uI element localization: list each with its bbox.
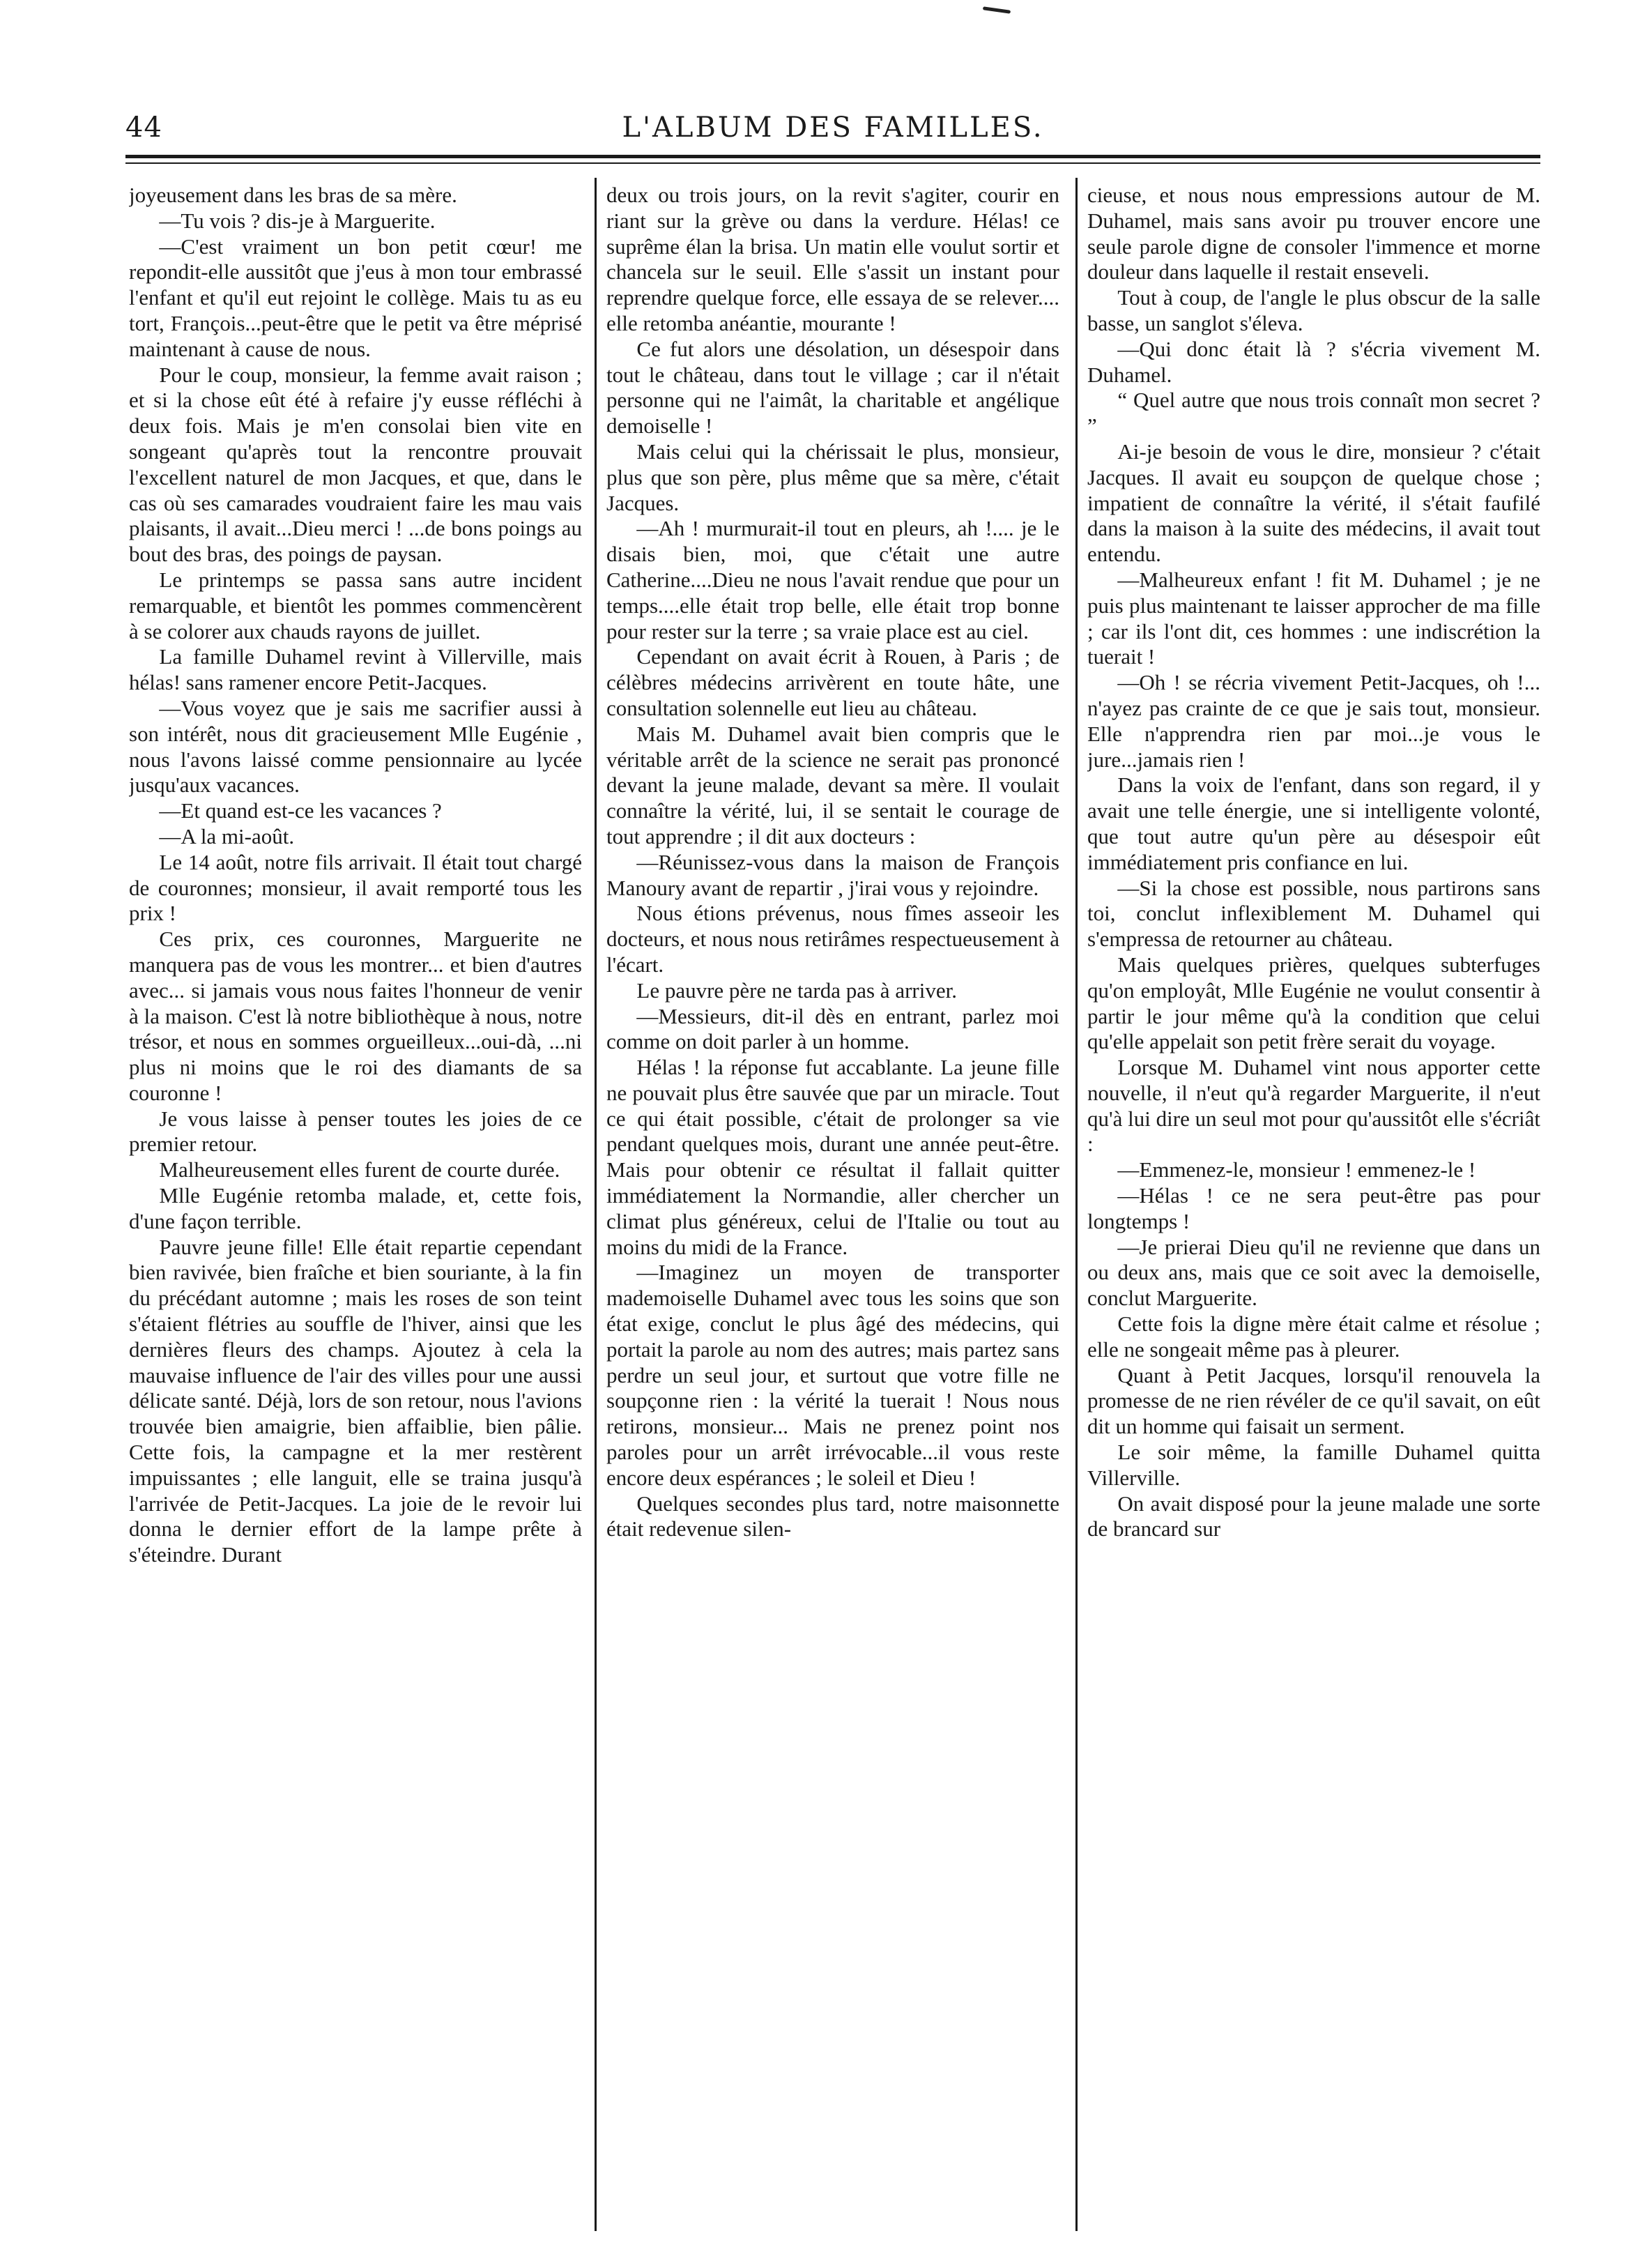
- page-number: 44: [125, 112, 162, 144]
- text-column-left: [129, 183, 582, 2239]
- paragraph: —Et quand est-ce les vacances ?: [159, 798, 442, 823]
- paragraph: —Je prierai Dieu qu'il ne revienne que dans un ou deux ans, mais que ce soit avec la demoiselle, conclut Marguerite.: [1087, 1234, 1540, 1311]
- paragraph: —Malheureux enfant ! fit M. Duhamel ; je ne puis plus maintenant te laisser approcher de ma fille ; car ils l'ont dit, ces hommes : une indiscrétion la tuerait !: [1087, 567, 1540, 669]
- paragraph: Je vous laisse à penser toutes les joies de ce premier retour.: [129, 1106, 582, 1157]
- paragraph: Cette fois la digne mère était calme et résolue ; elle ne songeait même pas à pleurer.: [1087, 1311, 1540, 1362]
- paragraph: —Hélas ! ce ne sera peut-être pas pour longtemps !: [1087, 1183, 1540, 1233]
- ink-speck: [983, 6, 1011, 14]
- paragraph: Tout à coup, de l'angle le plus obscur de la salle basse, un sanglot s'éleva.: [1087, 285, 1540, 335]
- text-column-right: [1087, 183, 1540, 2239]
- paragraph: —Vous voyez que je sais me sacrifier aussi à son intérêt, nous dit gracieusement Mlle Eugénie , nous l'avons laissé comme pensionnaire au lycée jusqu'aux vacances.: [129, 695, 582, 798]
- paragraph: La famille Duhamel revint à Villerville, mais hélas! sans ramener encore Petit-Jacques.: [129, 644, 582, 695]
- paragraph: Mlle Eugénie retomba malade, et, cette fois, d'une façon terrible.: [129, 1183, 582, 1233]
- running-title: L'ALBUM DES FAMILLES.: [622, 112, 1044, 144]
- paragraph: Pour le coup, monsieur, la femme avait raison ; et si la chose eût été à refaire j'y eusse réfléchi à deux fois. Mais je m'en consolai bien vite en songeant qu'après tout la rencontre prouvait l'excellent naturel de mon Jacques, et que, dans le cas où ses camarades voudraient faire les mau vais plaisants, il avait...Dieu merci ! ...de bons poings au bout des bras, des poings de paysan.: [129, 362, 582, 567]
- paragraph: Mais quelques prières, quelques subterfuges qu'on employât, Mlle Eugénie ne voulut consentir à partir le jour même qu'à la condition que celui qu'elle appelait son petit frère serait du voyage.: [1087, 952, 1540, 1054]
- paragraph: Le pauvre père ne tarda pas à arriver.: [636, 977, 957, 1003]
- paragraph: Mais celui qui la chérissait le plus, monsieur, plus que son père, plus même que sa mère, c'était Jacques.: [606, 439, 1059, 515]
- paragraph: On avait disposé pour la jeune malade une sorte de brancard sur: [1087, 1491, 1540, 1542]
- paragraph: —Tu vois ? dis-je à Marguerite.: [159, 208, 436, 233]
- header-rule-thick: [125, 155, 1540, 158]
- page-header: [125, 112, 1540, 160]
- paragraph: Hélas ! la réponse fut accablante. La jeune fille ne pouvait plus être sauvée que par un miracle. Tout ce qui était possible, c'était de prolonger sa vie pendant quelques mois, durant une année peut-être. Mais pour obtenir ce résultat il fallait quitter immédiatement la Normandie, aller chercher un climat plus généreux, celui de l'Italie ou tout au moins du midi de la France.: [606, 1055, 1059, 1259]
- paragraph: Cependant on avait écrit à Rouen, à Paris ; de célèbres médecins arrivèrent en toute hâte, une consultation solennelle eut lieu au château.: [606, 644, 1059, 720]
- paragraph: Mais M. Duhamel avait bien compris que le véritable arrêt de la science ne serait pas prononcé devant la jeune malade, devant sa mère. Il voulait connaître la vérité, lui, il se sentait le courage de tout apprendre ; il dit aux docteurs :: [606, 721, 1059, 848]
- paragraph: Le 14 août, notre fils arrivait. Il était tout chargé de couronnes; monsieur, il avait remporté tous les prix !: [129, 849, 582, 926]
- paragraph: —C'est vraiment un bon petit cœur! me repondit-elle aussitôt que j'eus à mon tour embrassé l'enfant et qu'il eut rejoint le collège. Mais tu as eu tort, François...peut-être que le petit va être méprisé maintenant à cause de nous.: [129, 234, 582, 361]
- paragraph: deux ou trois jours, on la revit s'agiter, courir en riant sur la grève ou dans la verdure. Hélas! ce suprême élan la brisa. Un matin elle voulut sortir et chancela sur le seuil. Elle s'assit un instant pour reprendre quelque force, elle essaya de se relever.... elle retomba anéantie, mourante !: [606, 183, 1059, 335]
- paragraph: Le printemps se passa sans autre incident remarquable, et bientôt les pommes commencèrent à se colorer aux chauds rayons de juillet.: [129, 567, 582, 644]
- paragraph: Malheureusement elles furent de courte durée.: [159, 1157, 560, 1182]
- paragraph: Le soir même, la famille Duhamel quitta Villerville.: [1087, 1440, 1540, 1490]
- paragraph: Quelques secondes plus tard, notre maisonnette était redevenue silen-: [606, 1491, 1059, 1542]
- paragraph: Nous étions prévenus, nous fîmes asseoir les docteurs, et nous nous retirâmes respectueusement à l'écart.: [606, 901, 1059, 977]
- header-rule-thin: [125, 162, 1540, 164]
- column-divider: [1075, 178, 1078, 2231]
- paragraph: Ces prix, ces couronnes, Marguerite ne manquera pas de vous les montrer... et bien d'autres avec... si jamais vous nous faites l'honneur de venir à la maison. C'est là notre bibliothèque à nous, notre trésor, et nous en sommes orgueilleux...oui-dà, ...ni plus ni moins que le roi des diamants de sa couronne !: [129, 927, 582, 1105]
- paragraph: —Emmenez-le, monsieur ! emmenez-le !: [1117, 1157, 1476, 1182]
- paragraph: cieuse, et nous nous empressions autour de M. Duhamel, mais sans avoir pu trouver encore une seule parole digne de consoler l'immence et morne douleur dans laquelle il restait enseveli.: [1087, 183, 1540, 284]
- text-column-middle: [606, 183, 1059, 2239]
- paragraph: “ Quel autre que nous trois connaît mon secret ? ”: [1087, 388, 1540, 439]
- paragraph: Quant à Petit Jacques, lorsqu'il renouvela la promesse de ne rien révéler de ce qu'il savait, on eût dit un homme qui faisait un serment.: [1087, 1362, 1540, 1439]
- paragraph: joyeusement dans les bras de sa mère.: [129, 183, 457, 207]
- column-divider: [595, 178, 597, 2231]
- paragraph: Ce fut alors une désolation, un désespoir dans tout le château, dans tout le village ; car il n'était personne qui ne l'aimât, la charitable et angélique demoiselle !: [606, 336, 1059, 439]
- paragraph: —Messieurs, dit-il dès en entrant, parlez moi comme on doit parler à un homme.: [606, 1003, 1059, 1054]
- paragraph: Lorsque M. Duhamel vint nous apporter cette nouvelle, il n'eut qu'à regarder Marguerite, il n'eut qu'à lui dire un seul mot pour qu'aussitôt elle s'écriât :: [1087, 1055, 1540, 1157]
- paragraph: —Réunissez-vous dans la maison de François Manoury avant de repartir , j'irai vous y rejoindre.: [606, 849, 1059, 900]
- paragraph: —Si la chose est possible, nous partirons sans toi, conclut inflexiblement M. Duhamel qui s'empressa de retourner au château.: [1087, 875, 1540, 952]
- paragraph: Ai-je besoin de vous le dire, monsieur ? c'était Jacques. Il avait eu soupçon de quelque chose ; impatient de connaître la vérité, il s'était faufilé dans la maison à la suite des médecins, il avait tout entendu.: [1087, 439, 1540, 567]
- paragraph: —A la mi-août.: [159, 823, 295, 848]
- paragraph: —Imaginez un moyen de transporter mademoiselle Duhamel avec tous les soins que son état exige, conclut le plus âgé des médecins, qui portait la parole au nom des autres; mais partez sans perdre un seul jour, et surtout que votre fille ne soupçonne rien : la vérité la tuerait ! Nous nous retirons, monsieur... Mais ne prenez point nos paroles pour un arrêt irrévocable...il vous reste encore deux espérances ; le soleil et Dieu !: [606, 1260, 1059, 1490]
- paragraph: —Ah ! murmurait-il tout en pleurs, ah !.... je le disais bien, moi, que c'était une autre Catherine....Dieu ne nous l'avait rendue que pour un temps....elle était trop belle, elle était trop bonne pour rester sur la terre ; sa vraie place est au ciel.: [606, 516, 1059, 644]
- paragraph: Dans la voix de l'enfant, dans son regard, il y avait une telle énergie, une si intelligente volonté, que tout autre qu'un père au désespoir eût immédiatement pris confiance en lui.: [1087, 773, 1540, 874]
- paragraph: —Qui donc était là ? s'écria vivement M. Duhamel.: [1087, 336, 1540, 387]
- paragraph: —Oh ! se récria vivement Petit-Jacques, oh !... n'ayez pas crainte de ce que je sais tout, monsieur. Elle n'apprendra rien par moi...je vous le jure...jamais rien !: [1087, 670, 1540, 772]
- paragraph: Pauvre jeune fille! Elle était repartie cependant bien ravivée, bien fraîche et bien souriante, à la fin du précédant automne ; mais les roses de son teint s'étaient flétries au souffle de l'hiver, ainsi que les dernières fleurs des champs. Ajoutez à cela la mauvaise influence de l'air des villes pour une aussi délicate santé. Déjà, lors de son retour, nous l'avions trouvée bien amaigrie, bien affaiblie, bien pâlie. Cette fois, la campagne et la mer restèrent impuissantes ; elle languit, elle se traina jusqu'à l'arrivée de Petit-Jacques. La joie de le revoir lui donna le dernier effort de la lampe prête à s'éteindre. Durant: [129, 1234, 582, 1567]
